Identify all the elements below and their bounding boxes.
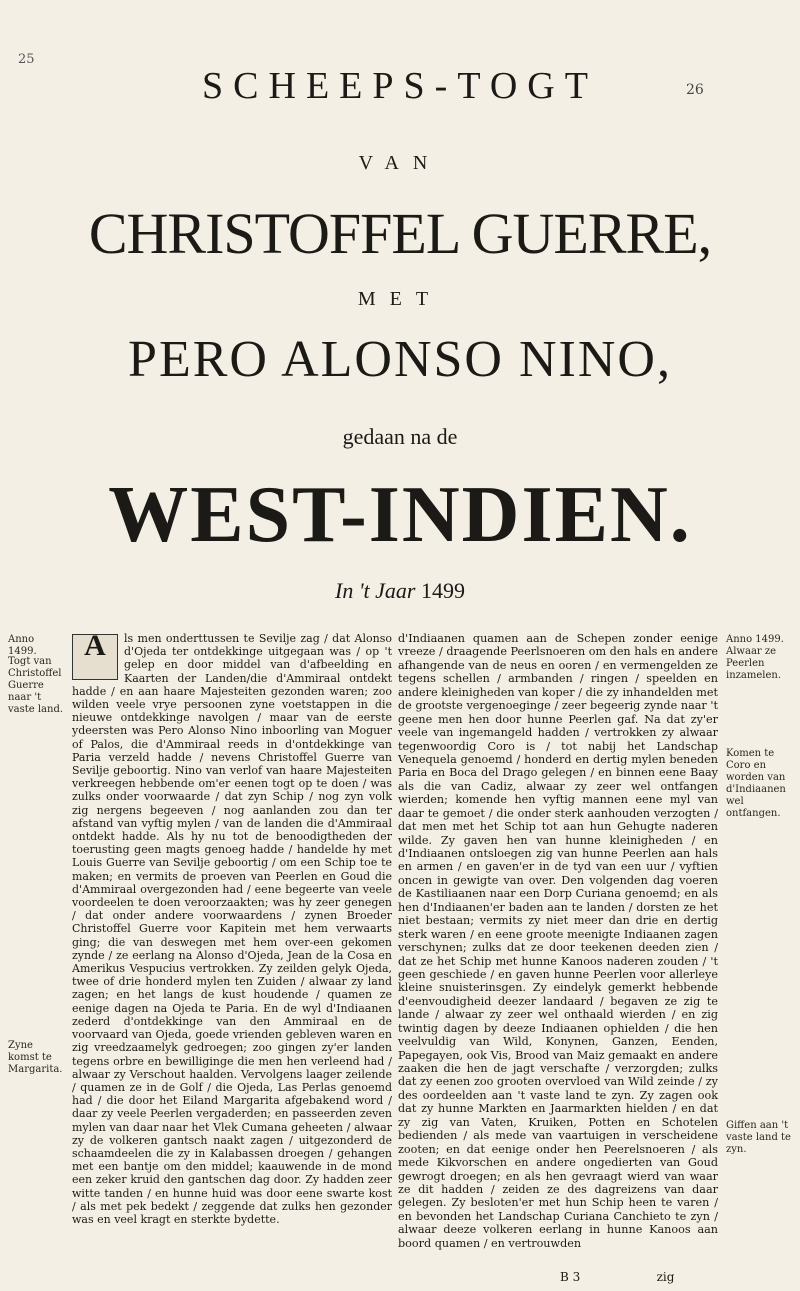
- body-text-right: d'Indiaanen quamen aan de Schepen zonder eenige vreeze / draagende Peerlsnoeren om den hals en andere afhangende van de neus en ooren / en vermengelden ze tegens schellen / armbanden / ringen / speelden en andere kleinigheden van koper / die zy inhandelden met de grootste vergenoeginge / zeer begeerig zynde naar 't geene men hen door hunne Peerlen gaf. Na dat zy'er veele van ingemangeld hadden / vertrokken zy alwaar tegenwoordig Coro is / tot nabij het Landschap Venequela genoemd / honderd en dertig mylen beneden Paria en Boca del Drago gelegen / en binnen eene Baay als die van Cadiz, alwaar zy zeer wel ontfangen wierden; komende hen vyftig mannen eene myl van daar te gemoet / die onder sterk aanhouden verzogten / dat men met het Schip tot aan hun Gehugte naderen wilde. Zy gaven hen van hunne kleinigheden / en d'Indiaanen ontsloegen zig van hunne Peerlen aan hals en armen / en gaven'er in de tyd van een uur / vyftien oncen in gewigte van over. Den volgenden dag voeren de Kastiliaanen naar een Dorp Curiana genoemd; en als hen d'Indiaanen'er baden aan te landen / dorsten ze het niet bestaan; vermits zy niet meer dan drie en dertig sterk waren / en eene groote meenigte Indiaanen zagen verschynen; zulks dat ze door teekenen deeden zien / dat ze het Schip met hunne Kanoos naderen zouden / 't geen geschiede / en gaven hunne Peerlen voor allerleye kleine snuisterinsgen. Zy eindelyk gemerkt hebbende d'eenvoudigheid deezer landaard / begaven ze zig te lande / alwaar zy zeer wel onthaald wierden / en zig twintig dagen by deeze Indiaanen ophielden / die hen veelvuldig van Wild, Konynen, Ganzen, Eenden, Papegayen, ook Vis, Brood van Maiz gemaakt en andere zaaken die hen de jagt verschafte / verzorgden; zulks dat zy eenen zoo grooten overvloed van Wild zeinde / zy des oordeelden aan 't vaste land te zyn. Zy zagen ook dat zy hunne Markten en Jaarmarkten hielden / en dat zy zig van Vaten, Kruiken, Potten en Schotelen bedienden / als mede van vaartuigen in verscheidene zooten; en dat eenige onder hen Peerelsnoeren / als mede Kikvorschen en andere ongedierten van Goud gewrogt droegen; en als hen gevraagt wierd van waar ze dit hadden / zeiden ze des dagreizens van daar gelegen. Zy besloten'er met hun Schip heen te varen / en bevonden het Landschap Curiana Canchieto te zyn / alwaar deeze volkeren eerlang in hunne Kanoos aan boord quamen / en vertrouwden: [398, 632, 718, 1250]
- decorated-initial: [72, 629, 118, 680]
- page-number-left: 25: [18, 52, 35, 67]
- title-line-west-indien: WEST-INDIEN.: [108, 471, 692, 559]
- margin-note-right-anno: Anno 1499. Alwaar ze Peerlen inzamelen.: [726, 634, 784, 681]
- text-column-right: [398, 632, 718, 1250]
- catchword: zig: [656, 1270, 675, 1284]
- title-line-gedaan-na-de: gedaan na de: [342, 424, 458, 449]
- margin-note-left-zyne: Zyne komst te Margarita.: [8, 1040, 63, 1075]
- margin-note-left-togt: Togt van Christoffel Guerre naar 't vaste land.: [8, 656, 64, 715]
- year-prefix: In 't Jaar: [335, 578, 416, 603]
- signature: B 3: [560, 1270, 581, 1284]
- margin-note-right-giffen: Giffen aan 't vaste land te zyn.: [726, 1120, 791, 1155]
- margin-note-right-coro: Komen te Coro en worden van d'Indiaanen wel ontfangen.: [726, 748, 786, 819]
- title-line-met: MET: [357, 288, 443, 310]
- page-number-right: 26: [686, 82, 704, 98]
- title-line-pero-alonso-nino: PERO ALONSO NINO,: [128, 331, 672, 388]
- margin-note-left-anno: Anno 1499.: [8, 634, 37, 657]
- title-line-christoffel-guerre: CHRISTOFFEL GUERRE,: [88, 201, 712, 266]
- title-line-van: VAN: [358, 152, 442, 174]
- text-column-left: [72, 629, 392, 1226]
- body-text-left: ls men onderttussen te Sevilje zag / dat Alonso d'Ojeda ter ontdekkinge uitgegaan was / op 't gelep en door middel van d'afbeelding en Kaarten der Landen/die d'Ammiraal ontdekt hadde / en aan haare Majesteiten gezonden waren; zoo wilden veele vrye persoonen zyne voetstappen in die nieuwe ontdekkinge navolgen / maar van de eerste ydeersten was Pero Alonso Nino inboorling van Moguer of Palos, die d'Ammiraal reeds in d'ontdekkinge van Paria verzeld hadde / nevens Christoffel Guerre van Sevilje geboortig. Nino van verlof van haare Majesteiten verkreegen hebbende om'er eenen togt op te doen / was zulks onder voorwaarde / dat zyn Schip / nog zyn volk zig nergens begeeven / nog aanlanden zou dan ter afstand van vyftig mylen / van de landen die d'Ammiraal ontdekt hadde. Als hy nu tot de benoodigtheden der toerusting geen magts genoeg hadde / handelde hy met Louis Guerre van Sevilje geboortig / om een Schip toe te maken; en vermits de proeven van Peerlen en Goud die d'Ammiraal overgezonden had / eene begeerte van veele voordeelen te doen veroorzaakten; was hy zeer genegen / dat onder andere voorwaardens / zynen Broeder Christoffel Guerre voor Kapitein met hem verwaarts ging; die van deswegen met hem over-een gekomen zynde / ze eerlang na Alonso d'Ojeda, Jean de la Cosa en Amerikus Vespucius vertrokken. Zy zeilden gelyk Ojeda, twee of drie honderd mylen ten Zuiden / alwaar zy land zagen; en het langs de kust houdende / quamen ze eenige dagen na Ojeda te Paria. En de wyl d'Indiaanen zederd d'ontdekkinge van den Ammiraal en de voorvaard van Ojeda, goede vrienden gebleven waren en zig vreedzaamelyk gedroegen; zoo gingen zy'er landen tegens orbre en bewilliginge die men hen verleend had / alwaar zy Verschout haalden. Vervolgens laager zeilende / quamen ze in de Golf / die Ojeda, Las Perlas genoemd had / die door het Eiland Margarita afgebakend word / daar zy veele Peerlen vergaderden; en passeerden zeven mylen van daar naar het Vlek Cumana geheeten / alwaar zy de volkeren gantsch naakt zagen / uitgezonderd de schaamdeelen die zy in Kalabassen droegen / gehangen met een bantje om den middel; kaauwende in de mond een zeker kruid den gantschen dag door. Zy hadden zeer witte tanden / en hunne huid was door eene swarte kost / als met pek bedekt / zeggende dat zulks hen gezonder was en veel kragt en sterkte bydette.: [72, 632, 392, 1226]
- signature-mark: [560, 1270, 674, 1284]
- year-value: 1499: [420, 578, 465, 603]
- initial-letter: A: [84, 629, 106, 662]
- title-line-scheeps-togt: SCHEEPS-TOGT: [202, 65, 598, 107]
- title-line-year: [80, 578, 720, 604]
